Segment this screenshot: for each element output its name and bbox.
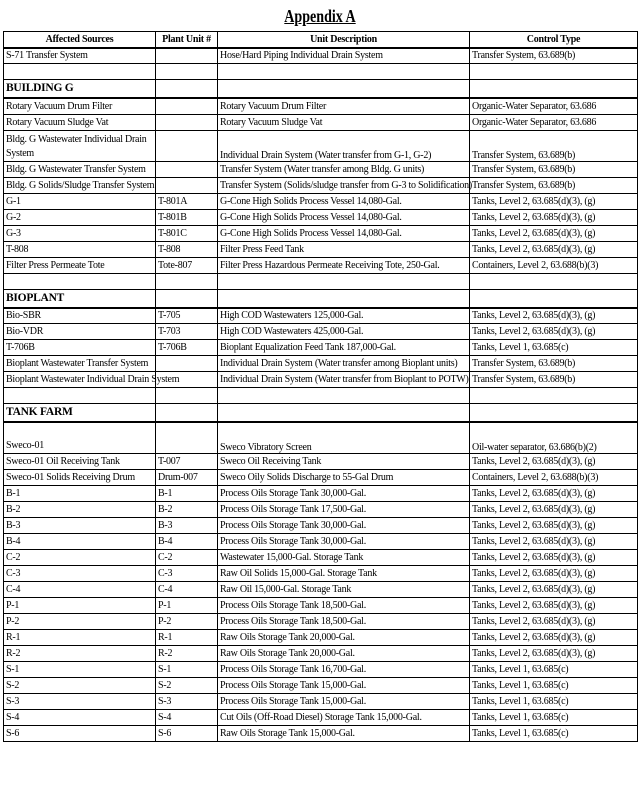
cell-control-type: Tanks, Level 2, 63.685(d)(3), (g) <box>470 225 638 241</box>
cell-affected-source: B-3 <box>4 518 156 534</box>
cell-unit-description: G-Cone High Solids Process Vessel 14,080-Gal. <box>218 225 470 241</box>
appendix-table <box>3 31 638 742</box>
table-row <box>4 372 638 388</box>
cell-control-type: Tanks, Level 2, 63.685(d)(3), (g) <box>470 308 638 324</box>
cell-plant-unit: B-1 <box>156 486 218 502</box>
table-row <box>4 422 638 454</box>
cell-affected-source: G-2 <box>4 209 156 225</box>
cell-unit-description: Process Oils Storage Tank 30,000-Gal. <box>218 518 470 534</box>
section-label: BIOPLANT <box>4 289 156 308</box>
table-row <box>4 340 638 356</box>
cell-plant-unit: S-6 <box>156 726 218 742</box>
cell-unit-description: Cut Oils (Off-Road Diesel) Storage Tank 15,000-Gal. <box>218 710 470 726</box>
cell-control-type: Organic-Water Separator, 63.686 <box>470 114 638 130</box>
table-row <box>4 550 638 566</box>
cell-affected-source: Sweco-01 <box>4 422 156 454</box>
empty-cell <box>4 64 156 80</box>
table-row <box>4 678 638 694</box>
cell-unit-description: Individual Drain System (Water transfer from G-1, G-2) <box>218 130 470 161</box>
cell-unit-description: Raw Oils Storage Tank 15,000-Gal. <box>218 726 470 742</box>
table-row <box>4 454 638 470</box>
cell-plant-unit <box>156 130 218 161</box>
empty-cell <box>156 64 218 80</box>
cell-unit-description: Transfer System (Solids/sludge transfer from G-3 to Solidification) <box>218 177 470 193</box>
cell-plant-unit: T-705 <box>156 308 218 324</box>
cell-control-type: Transfer System, 63.689(b) <box>470 372 638 388</box>
cell-affected-source: Sweco-01 Oil Receiving Tank <box>4 454 156 470</box>
cell-affected-source: G-1 <box>4 193 156 209</box>
cell-plant-unit: T-703 <box>156 324 218 340</box>
cell-affected-source: S-2 <box>4 678 156 694</box>
cell-unit-description: Transfer System (Water transfer among Bldg. G units) <box>218 161 470 177</box>
spacer-row <box>4 64 638 80</box>
cell-plant-unit: B-4 <box>156 534 218 550</box>
empty-cell <box>218 64 470 80</box>
cell-unit-description: G-Cone High Solids Process Vessel 14,080-Gal. <box>218 193 470 209</box>
cell-affected-source: S-1 <box>4 662 156 678</box>
spacer-row <box>4 273 638 289</box>
section-header-row <box>4 404 638 423</box>
cell-affected-source: Bldg. G Solids/Sludge Transfer System <box>4 177 156 193</box>
cell-plant-unit: Tote-807 <box>156 257 218 273</box>
cell-control-type: Transfer System, 63.689(b) <box>470 161 638 177</box>
empty-cell <box>4 388 156 404</box>
table-row <box>4 646 638 662</box>
cell-plant-unit: S-2 <box>156 678 218 694</box>
cell-affected-source: C-3 <box>4 566 156 582</box>
empty-cell <box>4 273 156 289</box>
cell-plant-unit: T-808 <box>156 241 218 257</box>
section-header-row <box>4 289 638 308</box>
cell-control-type: Tanks, Level 2, 63.685(d)(3), (g) <box>470 614 638 630</box>
cell-affected-source: G-3 <box>4 225 156 241</box>
cell-affected-source: Sweco-01 Solids Receiving Drum <box>4 470 156 486</box>
cell-unit-description: Wastewater 15,000-Gal. Storage Tank <box>218 550 470 566</box>
cell-unit-description: Process Oils Storage Tank 30,000-Gal. <box>218 486 470 502</box>
cell-control-type: Tanks, Level 2, 63.685(d)(3), (g) <box>470 486 638 502</box>
cell-unit-description: Raw Oils Storage Tank 20,000-Gal. <box>218 646 470 662</box>
cell-plant-unit: C-3 <box>156 566 218 582</box>
empty-cell <box>218 289 470 308</box>
empty-cell <box>218 404 470 423</box>
cell-unit-description: Individual Drain System (Water transfer among Bioplant units) <box>218 356 470 372</box>
empty-cell <box>156 273 218 289</box>
page-title: Appendix A <box>284 6 356 26</box>
cell-unit-description: Process Oils Storage Tank 17,500-Gal. <box>218 502 470 518</box>
table-row <box>4 356 638 372</box>
cell-unit-description: Individual Drain System (Water transfer from Bioplant to POTW) <box>218 372 470 388</box>
cell-control-type: Tanks, Level 1, 63.685(c) <box>470 726 638 742</box>
table-row <box>4 518 638 534</box>
cell-affected-source: S-3 <box>4 694 156 710</box>
cell-affected-source: Bldg. G Wastewater Individual Drain System <box>4 130 156 161</box>
cell-affected-source: Bldg. G Wastewater Transfer System <box>4 161 156 177</box>
cell-control-type: Tanks, Level 1, 63.685(c) <box>470 340 638 356</box>
table-row <box>4 486 638 502</box>
cell-control-type: Transfer System, 63.689(b) <box>470 177 638 193</box>
cell-plant-unit: P-2 <box>156 614 218 630</box>
cell-control-type: Tanks, Level 2, 63.685(d)(3), (g) <box>470 241 638 257</box>
cell-plant-unit: S-4 <box>156 710 218 726</box>
table-row <box>4 193 638 209</box>
cell-affected-source: P-1 <box>4 598 156 614</box>
cell-affected-source: Bio-VDR <box>4 324 156 340</box>
cell-unit-description: Process Oils Storage Tank 18,500-Gal. <box>218 614 470 630</box>
cell-unit-description: Sweco Oily Solids Discharge to 55-Gal Drum <box>218 470 470 486</box>
cell-plant-unit: Drum-007 <box>156 470 218 486</box>
empty-cell <box>156 388 218 404</box>
table-row <box>4 225 638 241</box>
cell-control-type: Containers, Level 2, 63.688(b)(3) <box>470 470 638 486</box>
cell-affected-source: Bioplant Wastewater Individual Drain System <box>4 372 156 388</box>
table-row <box>4 726 638 742</box>
cell-unit-description: Filter Press Feed Tank <box>218 241 470 257</box>
cell-plant-unit <box>156 422 218 454</box>
cell-control-type: Tanks, Level 2, 63.685(d)(3), (g) <box>470 566 638 582</box>
header-control-type: Control Type <box>470 32 638 48</box>
cell-affected-source: Rotary Vacuum Drum Filter <box>4 98 156 114</box>
cell-plant-unit: T-801A <box>156 193 218 209</box>
table-row <box>4 48 638 64</box>
cell-control-type: Tanks, Level 2, 63.685(d)(3), (g) <box>470 324 638 340</box>
cell-control-type: Tanks, Level 2, 63.685(d)(3), (g) <box>470 598 638 614</box>
cell-plant-unit: B-2 <box>156 502 218 518</box>
table-row <box>4 566 638 582</box>
table-row <box>4 598 638 614</box>
header-plant-unit: Plant Unit # <box>156 32 218 48</box>
cell-unit-description: Sweco Oil Receiving Tank <box>218 454 470 470</box>
table-row <box>4 662 638 678</box>
cell-control-type: Oil-water separator, 63.686(b)(2) <box>470 422 638 454</box>
cell-control-type: Tanks, Level 1, 63.685(c) <box>470 678 638 694</box>
empty-cell <box>470 273 638 289</box>
empty-cell <box>470 64 638 80</box>
table-row <box>4 630 638 646</box>
cell-affected-source: C-4 <box>4 582 156 598</box>
empty-cell <box>218 273 470 289</box>
cell-control-type: Tanks, Level 2, 63.685(d)(3), (g) <box>470 630 638 646</box>
table-row <box>4 308 638 324</box>
section-label: BUILDING G <box>4 80 156 99</box>
cell-plant-unit <box>156 177 218 193</box>
cell-unit-description: Bioplant Equalization Feed Tank 187,000-Gal. <box>218 340 470 356</box>
cell-affected-source: Bioplant Wastewater Transfer System <box>4 356 156 372</box>
cell-unit-description: Process Oils Storage Tank 15,000-Gal. <box>218 678 470 694</box>
cell-unit-description: High COD Wastewaters 425,000-Gal. <box>218 324 470 340</box>
cell-affected-source: P-2 <box>4 614 156 630</box>
table-row <box>4 614 638 630</box>
cell-affected-source: Bio-SBR <box>4 308 156 324</box>
cell-control-type: Tanks, Level 2, 63.685(d)(3), (g) <box>470 209 638 225</box>
cell-plant-unit: T-801C <box>156 225 218 241</box>
cell-control-type: Tanks, Level 2, 63.685(d)(3), (g) <box>470 454 638 470</box>
table-row <box>4 534 638 550</box>
cell-affected-source: B-1 <box>4 486 156 502</box>
cell-unit-description: Raw Oil Solids 15,000-Gal. Storage Tank <box>218 566 470 582</box>
section-label: TANK FARM <box>4 404 156 423</box>
empty-cell <box>156 404 218 423</box>
cell-plant-unit <box>156 114 218 130</box>
cell-affected-source: S-71 Transfer System <box>4 48 156 64</box>
cell-control-type: Transfer System, 63.689(b) <box>470 48 638 64</box>
cell-control-type: Tanks, Level 2, 63.685(d)(3), (g) <box>470 646 638 662</box>
cell-control-type: Transfer System, 63.689(b) <box>470 130 638 161</box>
table-row <box>4 209 638 225</box>
cell-unit-description: Raw Oils Storage Tank 20,000-Gal. <box>218 630 470 646</box>
empty-cell <box>470 388 638 404</box>
cell-unit-description: Sweco Vibratory Screen <box>218 422 470 454</box>
table-row <box>4 114 638 130</box>
table-row <box>4 470 638 486</box>
table-row <box>4 324 638 340</box>
table-header-row <box>4 32 638 48</box>
cell-affected-source: T-706B <box>4 340 156 356</box>
cell-unit-description: Hose/Hard Piping Individual Drain System <box>218 48 470 64</box>
cell-unit-description: Process Oils Storage Tank 18,500-Gal. <box>218 598 470 614</box>
cell-affected-source: R-1 <box>4 630 156 646</box>
table-row <box>4 98 638 114</box>
cell-plant-unit: T-706B <box>156 340 218 356</box>
cell-affected-source: Filter Press Permeate Tote <box>4 257 156 273</box>
cell-affected-source: B-4 <box>4 534 156 550</box>
table-row <box>4 257 638 273</box>
cell-unit-description: Filter Press Hazardous Permeate Receiving Tote, 250-Gal. <box>218 257 470 273</box>
cell-affected-source: S-6 <box>4 726 156 742</box>
cell-unit-description: High COD Wastewaters 125,000-Gal. <box>218 308 470 324</box>
cell-control-type: Containers, Level 2, 63.688(b)(3) <box>470 257 638 273</box>
cell-plant-unit: T-801B <box>156 209 218 225</box>
cell-plant-unit: R-1 <box>156 630 218 646</box>
cell-control-type: Tanks, Level 2, 63.685(d)(3), (g) <box>470 193 638 209</box>
cell-unit-description: Process Oils Storage Tank 30,000-Gal. <box>218 534 470 550</box>
header-unit-description: Unit Description <box>218 32 470 48</box>
cell-affected-source: S-4 <box>4 710 156 726</box>
cell-plant-unit: C-4 <box>156 582 218 598</box>
cell-plant-unit: S-3 <box>156 694 218 710</box>
cell-control-type: Organic-Water Separator, 63.686 <box>470 98 638 114</box>
table-row <box>4 502 638 518</box>
cell-control-type: Tanks, Level 2, 63.685(d)(3), (g) <box>470 534 638 550</box>
cell-control-type: Tanks, Level 1, 63.685(c) <box>470 694 638 710</box>
cell-affected-source: T-808 <box>4 241 156 257</box>
cell-plant-unit: S-1 <box>156 662 218 678</box>
cell-control-type: Tanks, Level 2, 63.685(d)(3), (g) <box>470 582 638 598</box>
table-body <box>4 48 638 742</box>
table-row <box>4 694 638 710</box>
cell-plant-unit <box>156 98 218 114</box>
cell-affected-source: B-2 <box>4 502 156 518</box>
table-row <box>4 177 638 193</box>
table-row <box>4 241 638 257</box>
cell-plant-unit: C-2 <box>156 550 218 566</box>
cell-plant-unit: T-007 <box>156 454 218 470</box>
empty-cell <box>470 404 638 423</box>
cell-plant-unit: R-2 <box>156 646 218 662</box>
cell-plant-unit <box>156 161 218 177</box>
table-row <box>4 130 638 161</box>
empty-cell <box>156 80 218 99</box>
cell-affected-source: Rotary Vacuum Sludge Vat <box>4 114 156 130</box>
table-row <box>4 710 638 726</box>
cell-control-type: Tanks, Level 2, 63.685(d)(3), (g) <box>470 550 638 566</box>
cell-unit-description: Raw Oil 15,000-Gal. Storage Tank <box>218 582 470 598</box>
cell-unit-description: Rotary Vacuum Drum Filter <box>218 98 470 114</box>
cell-unit-description: G-Cone High Solids Process Vessel 14,080-Gal. <box>218 209 470 225</box>
section-header-row <box>4 80 638 99</box>
empty-cell <box>156 289 218 308</box>
cell-control-type: Tanks, Level 1, 63.685(c) <box>470 662 638 678</box>
cell-plant-unit <box>156 48 218 64</box>
empty-cell <box>218 80 470 99</box>
cell-control-type: Transfer System, 63.689(b) <box>470 356 638 372</box>
cell-control-type: Tanks, Level 1, 63.685(c) <box>470 710 638 726</box>
cell-affected-source: R-2 <box>4 646 156 662</box>
empty-cell <box>470 80 638 99</box>
cell-plant-unit <box>156 356 218 372</box>
cell-affected-source: C-2 <box>4 550 156 566</box>
cell-plant-unit: B-3 <box>156 518 218 534</box>
table-row <box>4 582 638 598</box>
header-affected-sources: Affected Sources <box>4 32 156 48</box>
empty-cell <box>470 289 638 308</box>
cell-unit-description: Rotary Vacuum Sludge Vat <box>218 114 470 130</box>
cell-control-type: Tanks, Level 2, 63.685(d)(3), (g) <box>470 518 638 534</box>
empty-cell <box>218 388 470 404</box>
table-row <box>4 161 638 177</box>
cell-control-type: Tanks, Level 2, 63.685(d)(3), (g) <box>470 502 638 518</box>
cell-plant-unit: P-1 <box>156 598 218 614</box>
cell-unit-description: Process Oils Storage Tank 16,700-Gal. <box>218 662 470 678</box>
spacer-row <box>4 388 638 404</box>
cell-unit-description: Process Oils Storage Tank 15,000-Gal. <box>218 694 470 710</box>
